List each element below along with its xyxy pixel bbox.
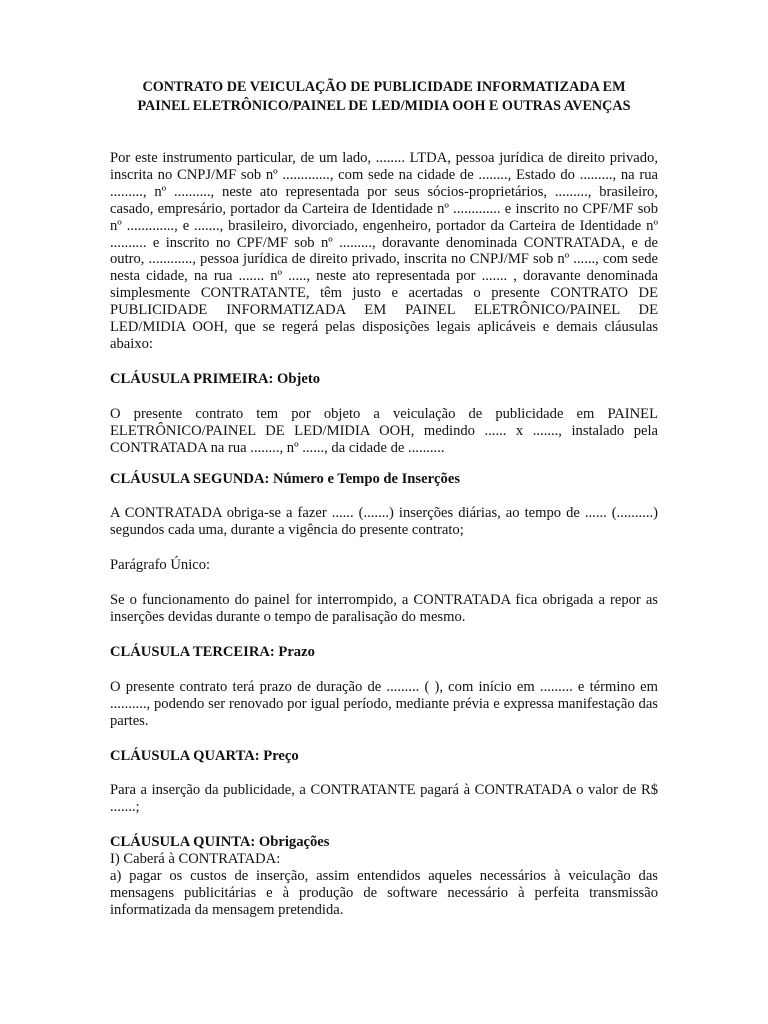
clause-5-item-label: I) Caberá à CONTRATADA: [110, 851, 281, 868]
intro-paragraph: Por este instrumento particular, de um lado, ........ LTDA, pessoa jurídica de direito privado, inscrita no CNPJ/MF sob nº ............., com sede na cidade de ........, Estado do ........., na rua ........., nº .........., neste ato representada por seus sócios-proprietários, ........., brasileiro, casado, empresário, portador da Carteira de Identidade nº ............. e inscrito no CPF/MF sob nº ............., e ......., brasileiro, divorciado, engenheiro, portador da Carteira de Identidade nº .......... e inscrito no CPF/MF sob nº ........., doravante denominada CONTRATADA, e de outro, ............, pessoa jurídica de direito privado, inscrita no CNPJ/MF sob nº ......, com sede nesta cidade, na rua ....... nº ....., neste ato representada por ....... , doravante denominada simplesmente CONTRATANTE, têm justo e acertadas o presente CONTRATO DE PUBLICIDADE INFORMATIZADA EM PAINEL ELETRÔNICO/PAINEL DE LED/MIDIA OOH, que se regerá pelas disposições legais aplicáveis e demais cláusulas abaixo: [110, 150, 658, 352]
clause-3-heading: CLÁUSULA TERCEIRA: Prazo [110, 643, 315, 660]
clause-5-heading: CLÁUSULA QUINTA: Obrigações [110, 834, 330, 851]
clause-1-text: O presente contrato tem por objeto a veiculação de publicidade em PAINEL ELETRÔNICO/PAINEL DE LED/MIDIA OOH, medindo ...... x ......., instalado pela CONTRATADA na rua ........, nº ......, da cidade de .......... [110, 405, 658, 456]
clause-5-item-a: a) pagar os custos de inserção, assim entendidos aqueles necessários à veiculação das mensagens publicitárias e à produção de software necessário à perfeita transmissão informatizada da mensagem pretendida. [110, 868, 658, 918]
clause-1-heading: CLÁUSULA PRIMEIRA: Objeto [110, 370, 320, 387]
contract-page [110, 78, 658, 919]
clause-2-heading: CLÁUSULA SEGUNDA: Número e Tempo de Inserções [110, 470, 460, 487]
title-line-2: PAINEL ELETRÔNICO/PAINEL DE LED/MIDIA OOH E OUTRAS AVENÇAS [137, 98, 631, 114]
clause-4-heading: CLÁUSULA QUARTA: Preço [110, 747, 299, 764]
sole-paragraph-text: Se o funcionamento do painel for interrompido, a CONTRATADA fica obrigada a repor as inserções devidas durante o tempo de paralisação do mesmo. [110, 592, 658, 626]
document-title [110, 78, 658, 116]
sole-paragraph-label: Parágrafo Único: [110, 557, 211, 574]
clause-4-text: Para a inserção da publicidade, a CONTRATANTE pagará à CONTRATADA o valor de R$ .......; [110, 782, 658, 816]
title-line-1: CONTRATO DE VEICULAÇÃO DE PUBLICIDADE INFORMATIZADA EM [142, 79, 626, 95]
clause-3-text: O presente contrato terá prazo de duração de ......... ( ), com início em ......... e término em .........., podendo ser renovado por igual período, mediante prévia e expressa manifestação das partes. [110, 678, 658, 729]
clause-2-text: A CONTRATADA obriga-se a fazer ...... (.......) inserções diárias, ao tempo de ...... (..........) segundos cada uma, durante a vigência do presente contrato; [110, 505, 658, 539]
